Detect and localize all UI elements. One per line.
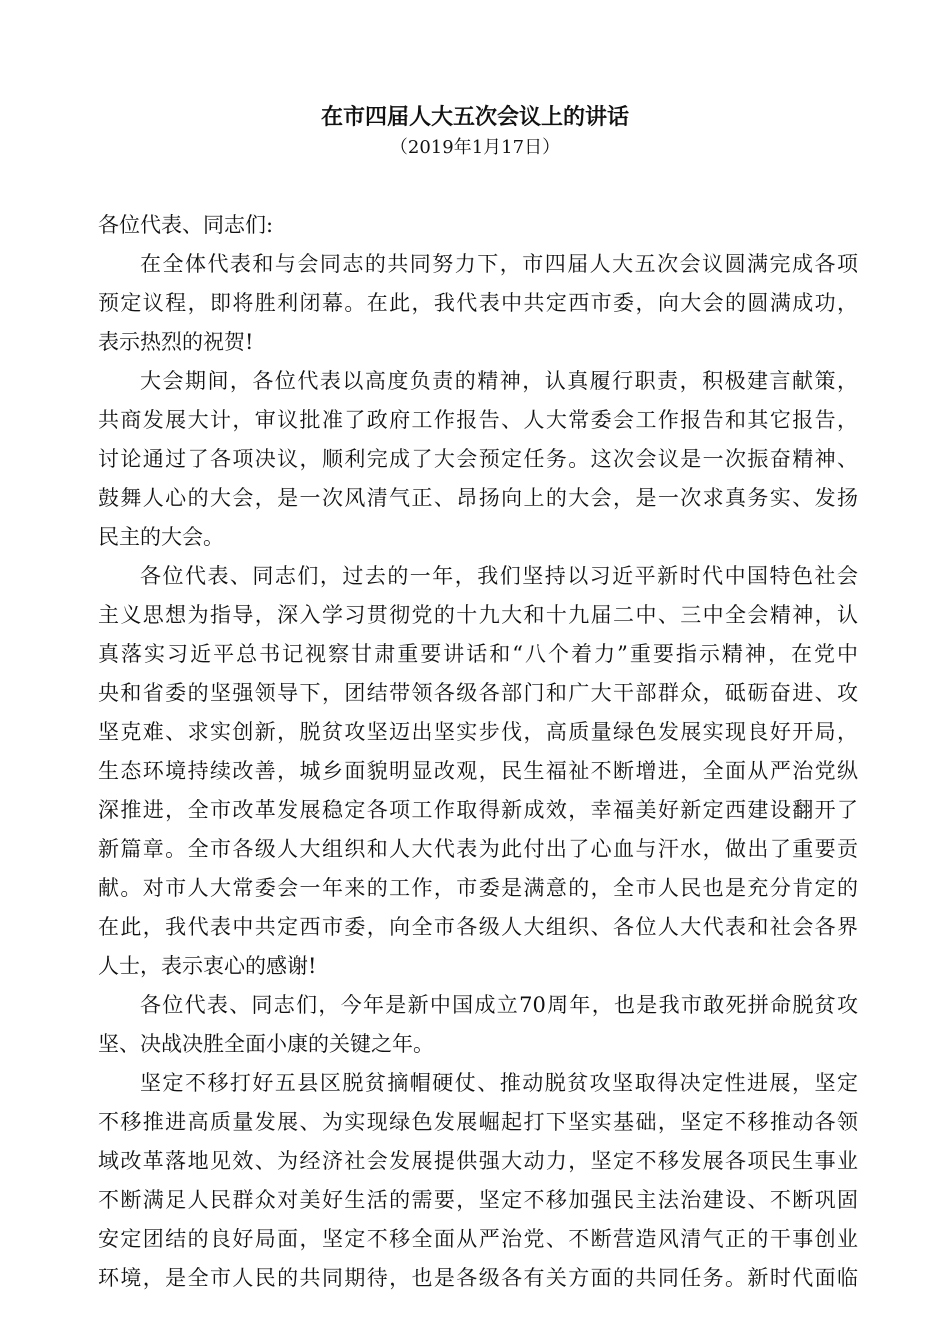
paragraph-line: 真落实习近平总书记视察甘肃重要讲话和“八个着力”重要指示精神，在党中 xyxy=(98,642,858,666)
paragraph-line: 鼓舞人心的大会，是一次风清气正、昂扬向上的大会，是一次求真务实、发扬 xyxy=(98,486,858,510)
paragraph-line: 表示热烈的祝贺! xyxy=(98,330,254,354)
paragraphs xyxy=(98,245,858,1298)
paragraph-line: 讨论通过了各项决议，顺利完成了大会预定任务。这次会议是一次振奋精神、 xyxy=(98,447,858,471)
paragraph-line: 央和省委的坚强领导下，团结带领各级各部门和广大干部群众，砥砺奋进、攻 xyxy=(98,681,858,705)
paragraph-line: 民主的大会。 xyxy=(98,525,224,549)
paragraph-line: 大会期间，各位代表以高度负责的精神，认真履行职责，积极建言献策， xyxy=(140,369,858,393)
paragraph-line: 在此，我代表中共定西市委，向全市各级人大组织、各位人大代表和社会各界 xyxy=(98,915,858,939)
paragraph-line: 坚定不移打好五县区脱贫摘帽硬仗、推动脱贫攻坚取得决定性进展，坚定 xyxy=(140,1071,858,1095)
paragraph-line: 坚克难、求实创新，脱贫攻坚迈出坚实步伐，高质量绿色发展实现良好开局， xyxy=(98,720,858,744)
paragraph xyxy=(98,557,858,986)
paragraph-line: 新篇章。全市各级人大组织和人大代表为此付出了心血与汗水，做出了重要贡 xyxy=(98,837,858,861)
paragraph-line: 献。对市人大常委会一年来的工作，市委是满意的，全市人民也是充分肯定的 xyxy=(98,876,858,900)
paragraph xyxy=(98,362,858,557)
paragraph xyxy=(98,986,858,1064)
paragraph-line: 主义思想为指导，深入学习贯彻党的十九大和十九届二中、三中全会精神，认 xyxy=(98,603,858,627)
paragraph-line: 深推进，全市改革发展稳定各项工作取得新成效，幸福美好新定西建设翻开了 xyxy=(98,798,858,822)
paragraph-line: 各位代表、同志们，过去的一年，我们坚持以习近平新时代中国特色社会 xyxy=(140,564,858,588)
document-body xyxy=(98,206,858,1298)
paragraph xyxy=(98,245,858,362)
document-date: （2019年1月17日） xyxy=(389,137,561,158)
paragraph-line: 生态环境持续改善，城乡面貌明显改观，民生福祉不断增进，全面从严治党纵 xyxy=(98,759,858,783)
paragraph xyxy=(98,1064,858,1298)
paragraph-line: 环境，是全市人民的共同期待，也是各级各有关方面的共同任务。新时代面临 xyxy=(98,1266,858,1290)
document-title: 在市四届人大五次会议上的讲话 xyxy=(320,104,629,130)
paragraph-line: 各位代表、同志们，今年是新中国成立70周年，也是我市敢死拼命脱贫攻 xyxy=(140,993,858,1017)
paragraph-line: 在全体代表和与会同志的共同努力下，市四届人大五次会议圆满完成各项 xyxy=(140,252,858,276)
paragraph-line: 域改革落地见效、为经济社会发展提供强大动力，坚定不移发展各项民生事业 xyxy=(98,1149,858,1173)
salutation: 各位代表、同志们: xyxy=(98,213,274,237)
paragraph-line: 共商发展大计，审议批准了政府工作报告、人大常委会工作报告和其它报告， xyxy=(98,408,858,432)
paragraph-line: 不移推进高质量发展、为实现绿色发展崛起打下坚实基础，坚定不移推动各领 xyxy=(98,1110,858,1134)
paragraph-line: 人士，表示衷心的感谢! xyxy=(98,954,317,978)
paragraph-line: 坚、决战决胜全面小康的关键之年。 xyxy=(98,1032,434,1056)
paragraph-line: 预定议程，即将胜利闭幕。在此，我代表中共定西市委，向大会的圆满成功， xyxy=(98,291,858,315)
paragraph-line: 不断满足人民群众对美好生活的需要，坚定不移加强民主法治建设、不断巩固 xyxy=(98,1188,858,1212)
paragraph-line: 安定团结的良好局面，坚定不移全面从严治党、不断营造风清气正的干事创业 xyxy=(98,1227,858,1251)
